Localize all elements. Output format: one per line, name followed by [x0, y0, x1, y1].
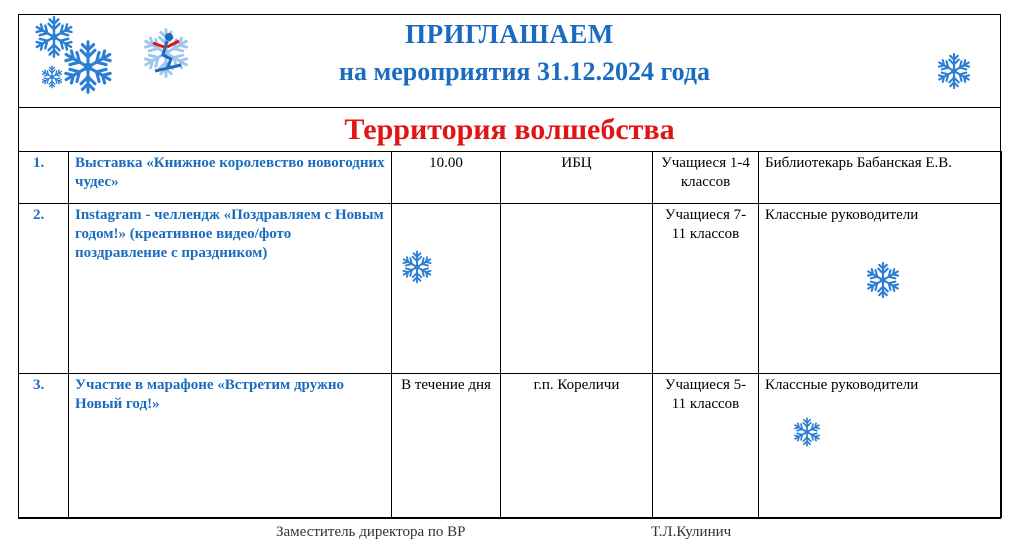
page-title: ПРИГЛАШАЕМ — [405, 19, 614, 49]
snowflake-icon — [789, 414, 825, 450]
event-responsible-cell — [759, 204, 1002, 374]
event-time: 10.00 — [392, 152, 501, 204]
snowflake-icon — [863, 260, 903, 300]
table-row — [19, 152, 1002, 204]
event-participants: Учащиеся 7-11 классов — [653, 204, 759, 374]
table-row — [19, 374, 1002, 518]
event-responsible-cell — [759, 374, 1002, 518]
event-participants: Учащиеся 5-11 классов — [653, 374, 759, 518]
event-name: Выставка «Книжное королевство новогодних чудес» — [69, 152, 392, 204]
event-time: В течение дня — [392, 374, 501, 518]
event-place: г.п. Кореличи — [501, 374, 653, 518]
invitation-frame — [18, 14, 1001, 519]
event-name: Instagram - челлендж «Поздравляем с Новым годом!» (креативное видео/фото поздравление с праздником) — [69, 204, 392, 374]
event-responsible: Классные руководители — [765, 207, 919, 223]
event-place: ИБЦ — [501, 152, 653, 204]
row-number: 1. — [19, 152, 69, 204]
event-time-cell — [392, 204, 501, 374]
header — [19, 15, 1000, 108]
page-subtitle: на мероприятия 31.12.2024 года — [339, 57, 711, 86]
event-responsible: Классные руководители — [765, 377, 919, 393]
snowflake-icon — [398, 248, 436, 286]
event-responsible: Библиотекарь Бабанская Е.В. — [759, 152, 1002, 204]
row-number: 2. — [19, 204, 69, 374]
events-table — [18, 151, 1002, 518]
event-name: Участие в марафоне «Встретим дружно Новый год!» — [69, 374, 392, 518]
section-title: Территория волшебства — [344, 113, 675, 146]
snowflake-icon — [934, 51, 974, 91]
event-place — [501, 204, 653, 374]
row-number: 3. — [19, 374, 69, 518]
event-participants: Учащиеся 1-4 классов — [653, 152, 759, 204]
signature-name: Т.Л.Кулинич — [651, 524, 732, 540]
signature-position: Заместитель директора по ВР — [276, 524, 466, 540]
table-row — [19, 204, 1002, 374]
